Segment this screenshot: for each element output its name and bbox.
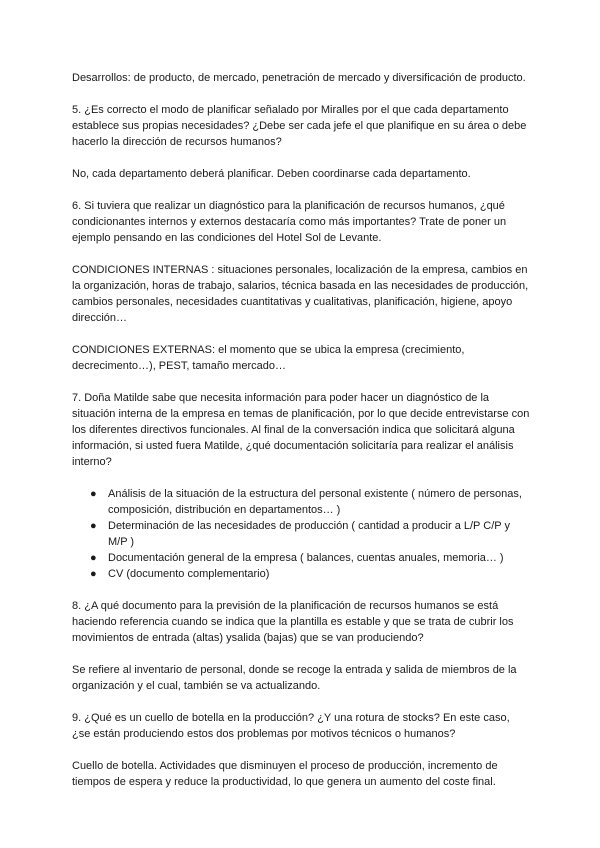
list-item-text: Determinación de las necesidades de producción ( cantidad a producir a L/P C/P y M/P ) bbox=[108, 520, 510, 548]
list-item-text: Documentación general de la empresa ( balances, cuentas anuales, memoria… ) bbox=[108, 552, 504, 564]
question-6: 6. Si tuviera que realizar un diagnóstico para la planificación de recursos humanos, ¿qué condicionantes internos y externos destacaría como más importantes? Trate de poner un ejemplo pensando en las condiciones del Hotel Sol de Levante. bbox=[72, 200, 507, 244]
list-item bbox=[72, 566, 530, 582]
paragraph-desarrollos: Desarrollos: de producto, de mercado, penetración de mercado y diversificación de producto. bbox=[72, 72, 526, 84]
answer-9: Cuello de botella. Actividades que disminuyen el proceso de producción, incremento de tiempos de espera y reduce la productividad, lo que genera un aumento del coste final. bbox=[72, 760, 498, 788]
bullet-icon: ● bbox=[90, 488, 97, 500]
list-item bbox=[72, 550, 530, 566]
document-page bbox=[72, 70, 530, 806]
answer-5: No, cada departamento deberá planificar. Deben coordinarse cada departamento. bbox=[72, 168, 471, 180]
list-item-text: Análisis de la situación de la estructura del personal existente ( número de personas, composición, distribución en departamentos… ) bbox=[108, 488, 522, 516]
list-item bbox=[72, 518, 530, 550]
list-item bbox=[72, 486, 530, 518]
question-7: 7. Doña Matilde sabe que necesita información para poder hacer un diagnóstico de la situación interna de la empresa en temas de planificación, por lo que decide entrevistarse con los diferentes directivos funcionales. Al final de la conversación indica que solicitará alguna información, si usted fuera Matilde, ¿qué documentación solicitaría para realizar el análisis interno? bbox=[72, 392, 530, 468]
question-8: 8. ¿A qué documento para la previsión de la planificación de recursos humanos se está haciendo referencia cuando se indica que la plantilla es estable y que se trata de cubrir los movimientos de entrada (altas) ysalida (bajas) que se van produciendo? bbox=[72, 600, 514, 644]
question-9: 9. ¿Qué es un cuello de botella en la producción? ¿Y una rotura de stocks? En este caso, ¿se están produciendo estos dos problemas por motivos técnicos o humanos? bbox=[72, 712, 510, 740]
answer-8: Se refiere al inventario de personal, donde se recoge la entrada y salida de miembros de la organización y el cual, también se va actualizando. bbox=[72, 664, 517, 692]
answer-6-internal: CONDICIONES INTERNAS : situaciones personales, localización de la empresa, cambios en la organización, horas de trabajo, salarios, técnica basada en las necesidades de producción, cambios personales, necesidades cuantitativas y cualitativas, planificación, higiene, apoyo dirección… bbox=[72, 264, 529, 324]
bullet-icon: ● bbox=[90, 552, 97, 564]
answer-6-external: CONDICIONES EXTERNAS: el momento que se ubica la empresa (crecimiento, decrecimento…), PEST, tamaño mercado… bbox=[72, 344, 465, 372]
question-5: 5. ¿Es correcto el modo de planificar señalado por Miralles por el que cada departamento establece sus propias necesidades? ¿Debe ser cada jefe el que planifique en su área o debe hacerlo la dirección de recursos humanos? bbox=[72, 104, 527, 148]
bullet-icon: ● bbox=[90, 520, 97, 532]
bullet-icon: ● bbox=[90, 568, 97, 580]
answer-7-list bbox=[72, 486, 530, 582]
list-item-text: CV (documento complementario) bbox=[108, 568, 270, 580]
